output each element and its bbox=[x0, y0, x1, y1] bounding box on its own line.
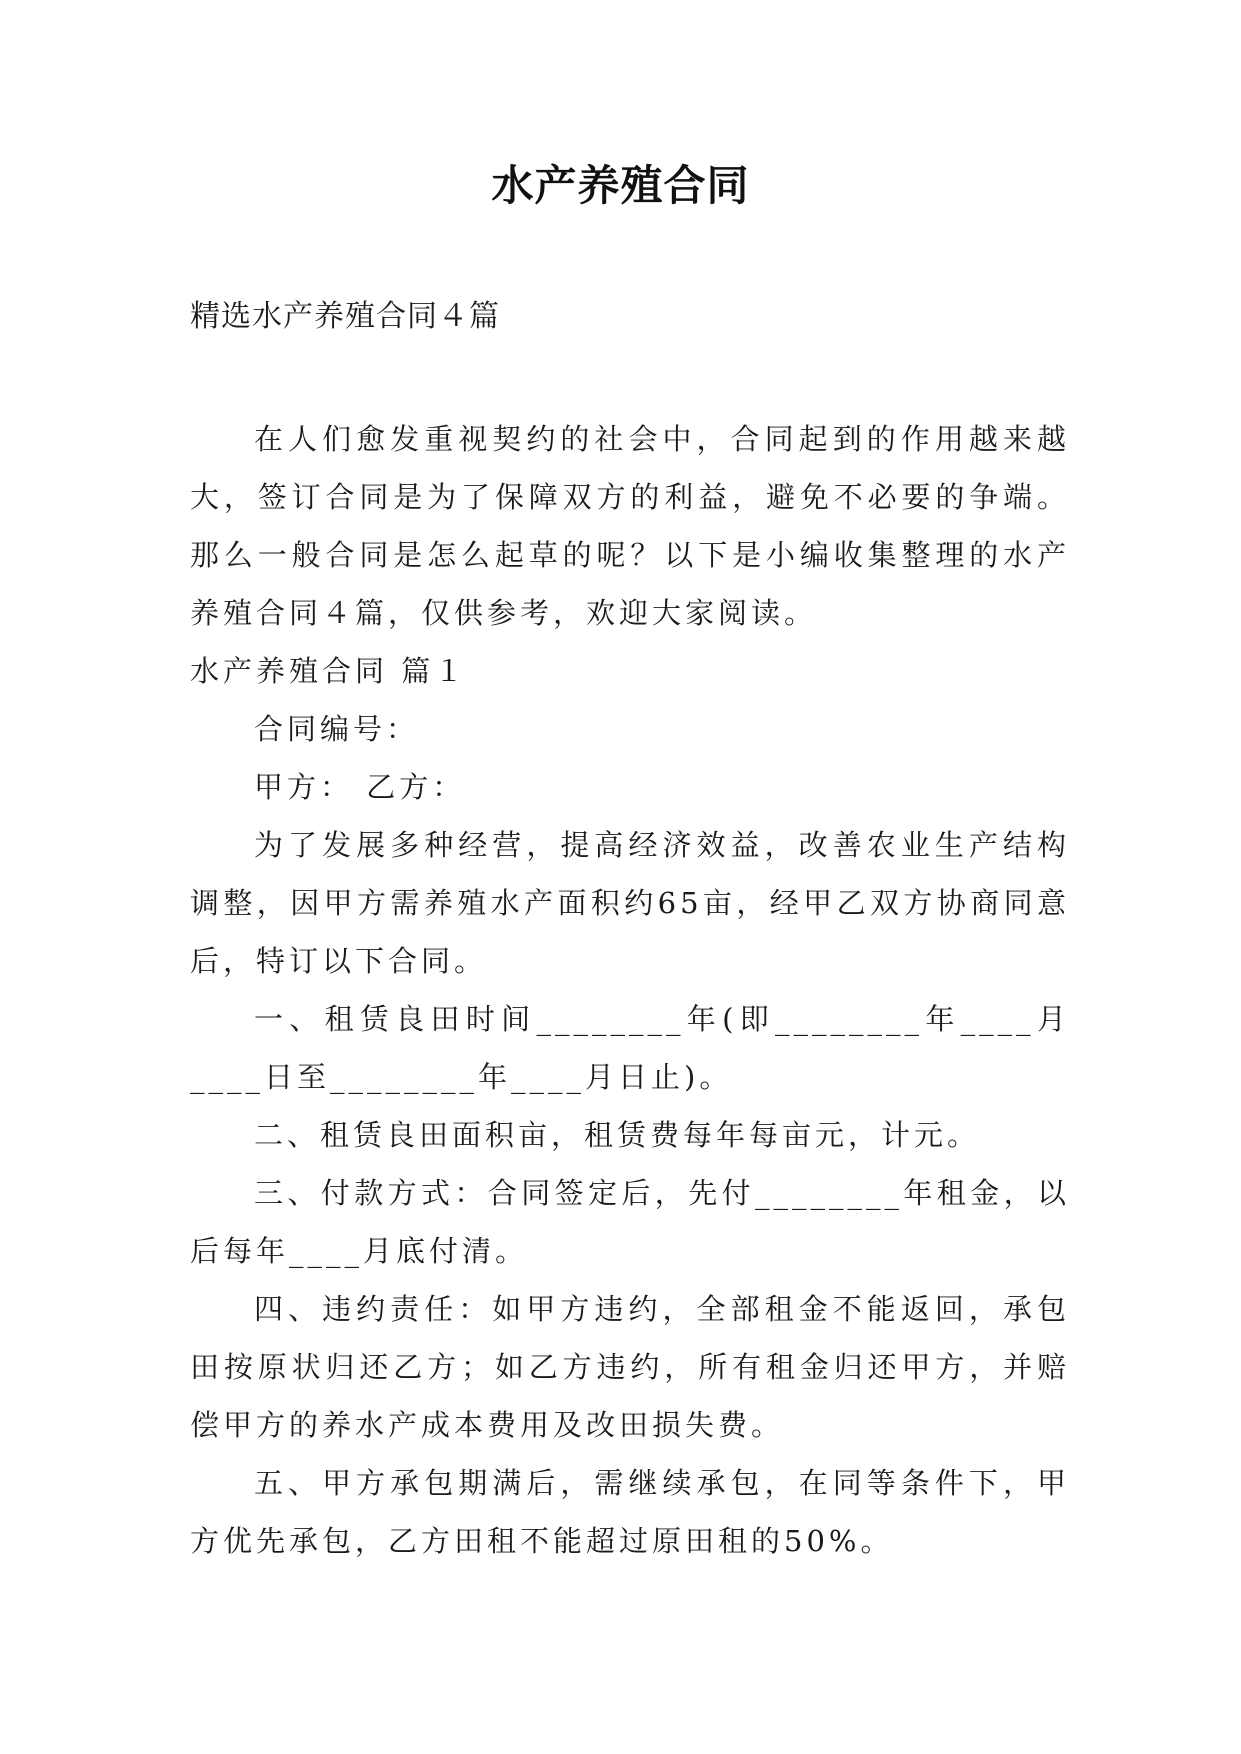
clause-3: 三、付款方式：合同签定后，先付________年租金，以后每年____月底付清。 bbox=[190, 1176, 1070, 1268]
document-body bbox=[190, 410, 1070, 1570]
clause-4: 四、违约责任：如甲方违约，全部租金不能返回，承包田按原状归还乙方；如乙方违约，所有租金归还甲方，并赔偿甲方的养水产成本费用及改田损失费。 bbox=[190, 1292, 1070, 1442]
clause-1: 一、租赁良田时间________年(即________年____月____日至________年____月日止)。 bbox=[190, 1002, 1070, 1094]
intro-paragraph: 在人们愈发重视契约的社会中，合同起到的作用越来越大，签订合同是为了保障双方的利益，避免不必要的争端。那么一般合同是怎么起草的呢？以下是小编收集整理的水产养殖合同４篇，仅供参考，欢迎大家阅读。 bbox=[190, 422, 1070, 630]
clause-5: 五、甲方承包期满后，需继续承包，在同等条件下，甲方优先承包，乙方田租不能超过原田租的50%。 bbox=[190, 1466, 1070, 1558]
section-heading: 水产养殖合同 篇１ bbox=[190, 654, 468, 688]
document-subtitle: 精选水产养殖合同４篇 bbox=[190, 299, 500, 334]
preamble-paragraph: 为了发展多种经营，提高经济效益，改善农业生产结构调整，因甲方需养殖水产面积约65亩，经甲乙双方协商同意后，特订以下合同。 bbox=[190, 828, 1070, 978]
document-title: 水产养殖合同 bbox=[491, 161, 750, 210]
parties-line: 甲方： 乙方： bbox=[254, 770, 466, 804]
contract-number-line: 合同编号： bbox=[254, 712, 420, 746]
clause-2: 二、租赁良田面积亩，租赁费每年每亩元，计元。 bbox=[254, 1118, 981, 1152]
